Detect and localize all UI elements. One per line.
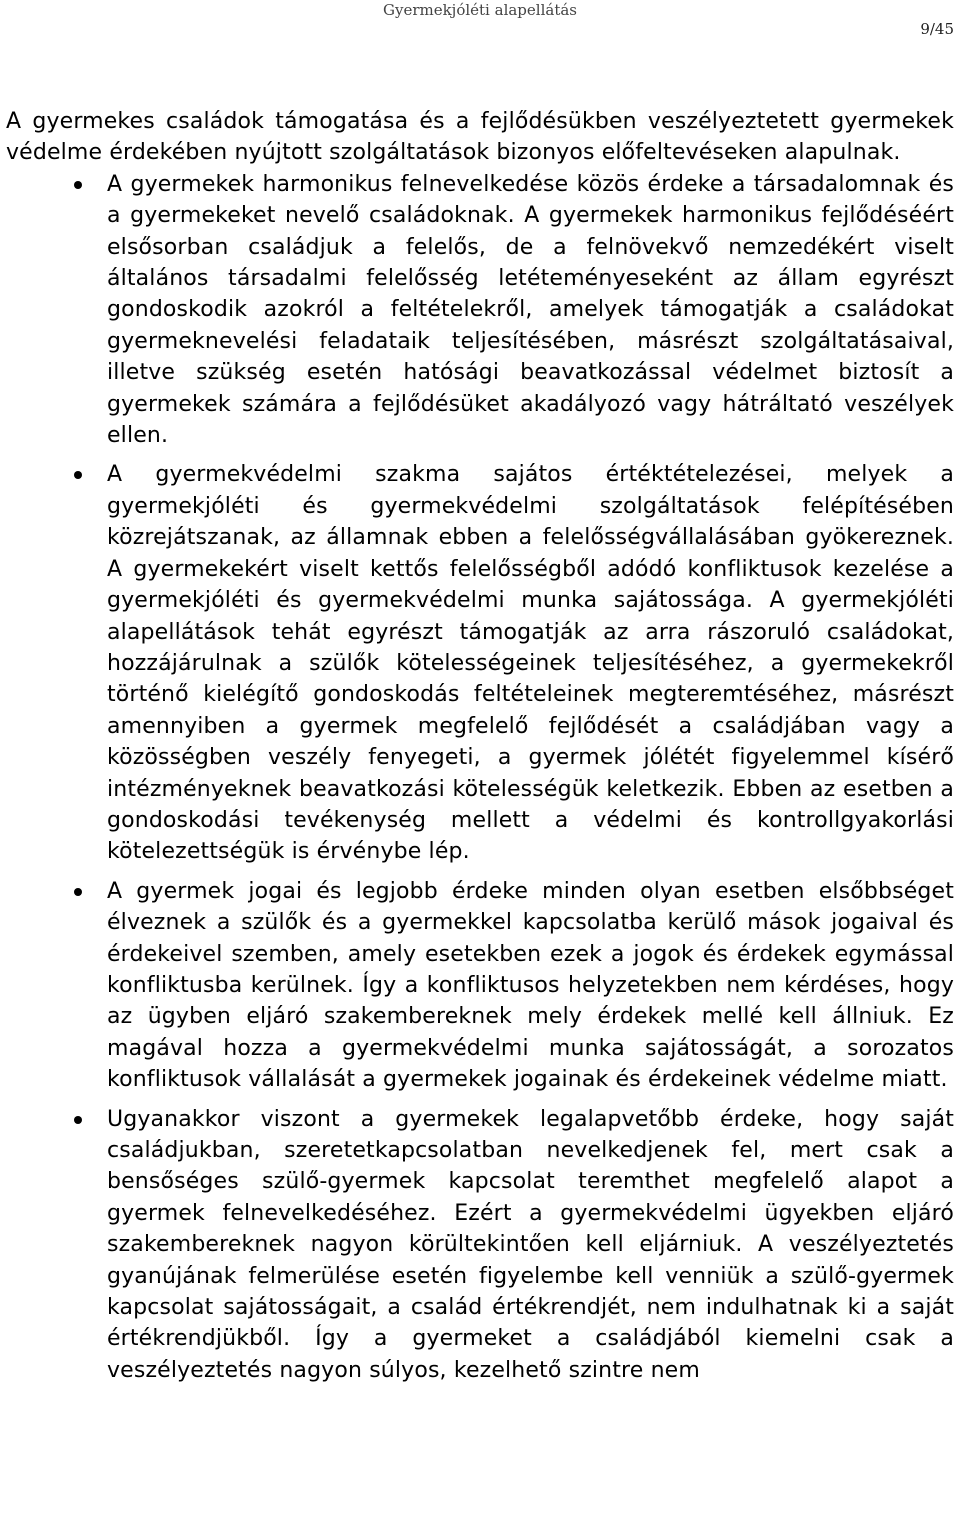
bullet-list: [6, 169, 954, 1386]
bullet-text: A gyermekek harmonikus felnevelkedése közös érdeke a társadalomnak és a gyermekeket nevelő családoknak. A gyermekek harmonikus fejlődéséért elsősorban családjuk a felelős, de a felnövekvő nemzedékért viselt általános társadalmi felelősség letéteményeseként az állam egyrészt gondoskodik azokról a feltételekről, amelyek támogatják a családokat gyermeknevelési feladataik teljesítésében, másrészt szolgáltatásaival, illetve szükség esetén hatósági beavatkozással védelmet biztosít a gyermekek számára a fejlődésüket akadályozó vagy hátráltató veszélyek ellen.: [107, 171, 954, 449]
running-header: Gyermekjóléti alapellátás: [382, 1, 577, 19]
page-number: 9/45: [920, 20, 954, 38]
bullet-item: [6, 876, 954, 1096]
bullet-dot-icon: [74, 888, 82, 896]
bullet-dot-icon: [74, 1116, 82, 1124]
bullet-dot-icon: [74, 471, 82, 479]
bullet-item: [6, 1104, 954, 1387]
bullet-text: A gyermekvédelmi szakma sajátos értéktételezései, melyek a gyermekjóléti és gyermekvédelmi szolgáltatások felépítésében közrejátszanak, az államnak ebben a felelősségvállalásában gyökereznek. A gyermekekért viselt kettős felelősségből adódó konfliktusok kezelése a gyermekjóléti és gyermekvédelmi munka sajátossága. A gyermekjóléti alapellátások tehát egyrészt támogatják az arra rászoruló családokat, hozzájárulnak a szülők kötelességeinek teljesítéséhez, a gyermekekről történő kielégítő gondoskodás feltételeinek megteremtéséhez, másrészt amennyiben a gyermek megfelelő fejlődését a családjában vagy a közösségben veszély fenyegeti, a gyermek jólétét figyelemmel kísérő intézményeknek beavatkozási kötelességük keletkezik. Ebben az esetben a gondoskodási tevékenység mellett a védelmi és kontrollgyakorlási kötelezettségük is érvénybe lép.: [107, 462, 954, 865]
bullet-text: A gyermek jogai és legjobb érdeke minden olyan esetben elsőbbséget élveznek a szülők és a gyermekkel kapcsolatba kerülő mások jogaival és érdekeivel szemben, amely esetekben ezek a jogok és érdekek egymással konfliktusba kerülnek. Így a konfliktusos helyzetekben nem kérdéses, hogy az ügyben eljáró szakembereknek mely érdekek mellé kell állniuk. Ez magával hozza a gyermekvédelmi munka sajátosságát, a sorozatos konfliktusok vállalását a gyermekek jogainak és érdekeinek védelme miatt.: [107, 878, 954, 1093]
document-body: [6, 106, 954, 1386]
bullet-item: [6, 169, 954, 452]
intro-paragraph: A gyermekes családok támogatása és a fejlődésükben veszélyeztetett gyermekek védelme érdekében nyújtott szolgáltatások bizonyos előfeltevéseken alapulnak.: [6, 109, 954, 166]
bullet-item: [6, 459, 954, 867]
bullet-text: Ugyanakkor viszont a gyermekek legalapvetőbb érdeke, hogy saját családjukban, szeretetkapcsolatban nevelkedjenek fel, mert csak a bensőséges szülő-gyermek kapcsolat teremthet megfelelő alapot a gyermek felnevelkedéséhez. Ezért a gyermekvédelmi ügyekben eljáró szakembereknek nagyon körültekintően kell eljárniuk. A veszélyeztetés gyanújának felmerülése esetén figyelembe kell venniük a szülő-gyermek kapcsolat sajátosságait, a család értékrendjét, nem indulhatnak ki a saját értékrendjükből. Így a gyermeket a családjából kiemelni csak a veszélyeztetés nagyon súlyos, kezelhető szintre nem: [107, 1106, 954, 1383]
bullet-dot-icon: [74, 181, 82, 189]
